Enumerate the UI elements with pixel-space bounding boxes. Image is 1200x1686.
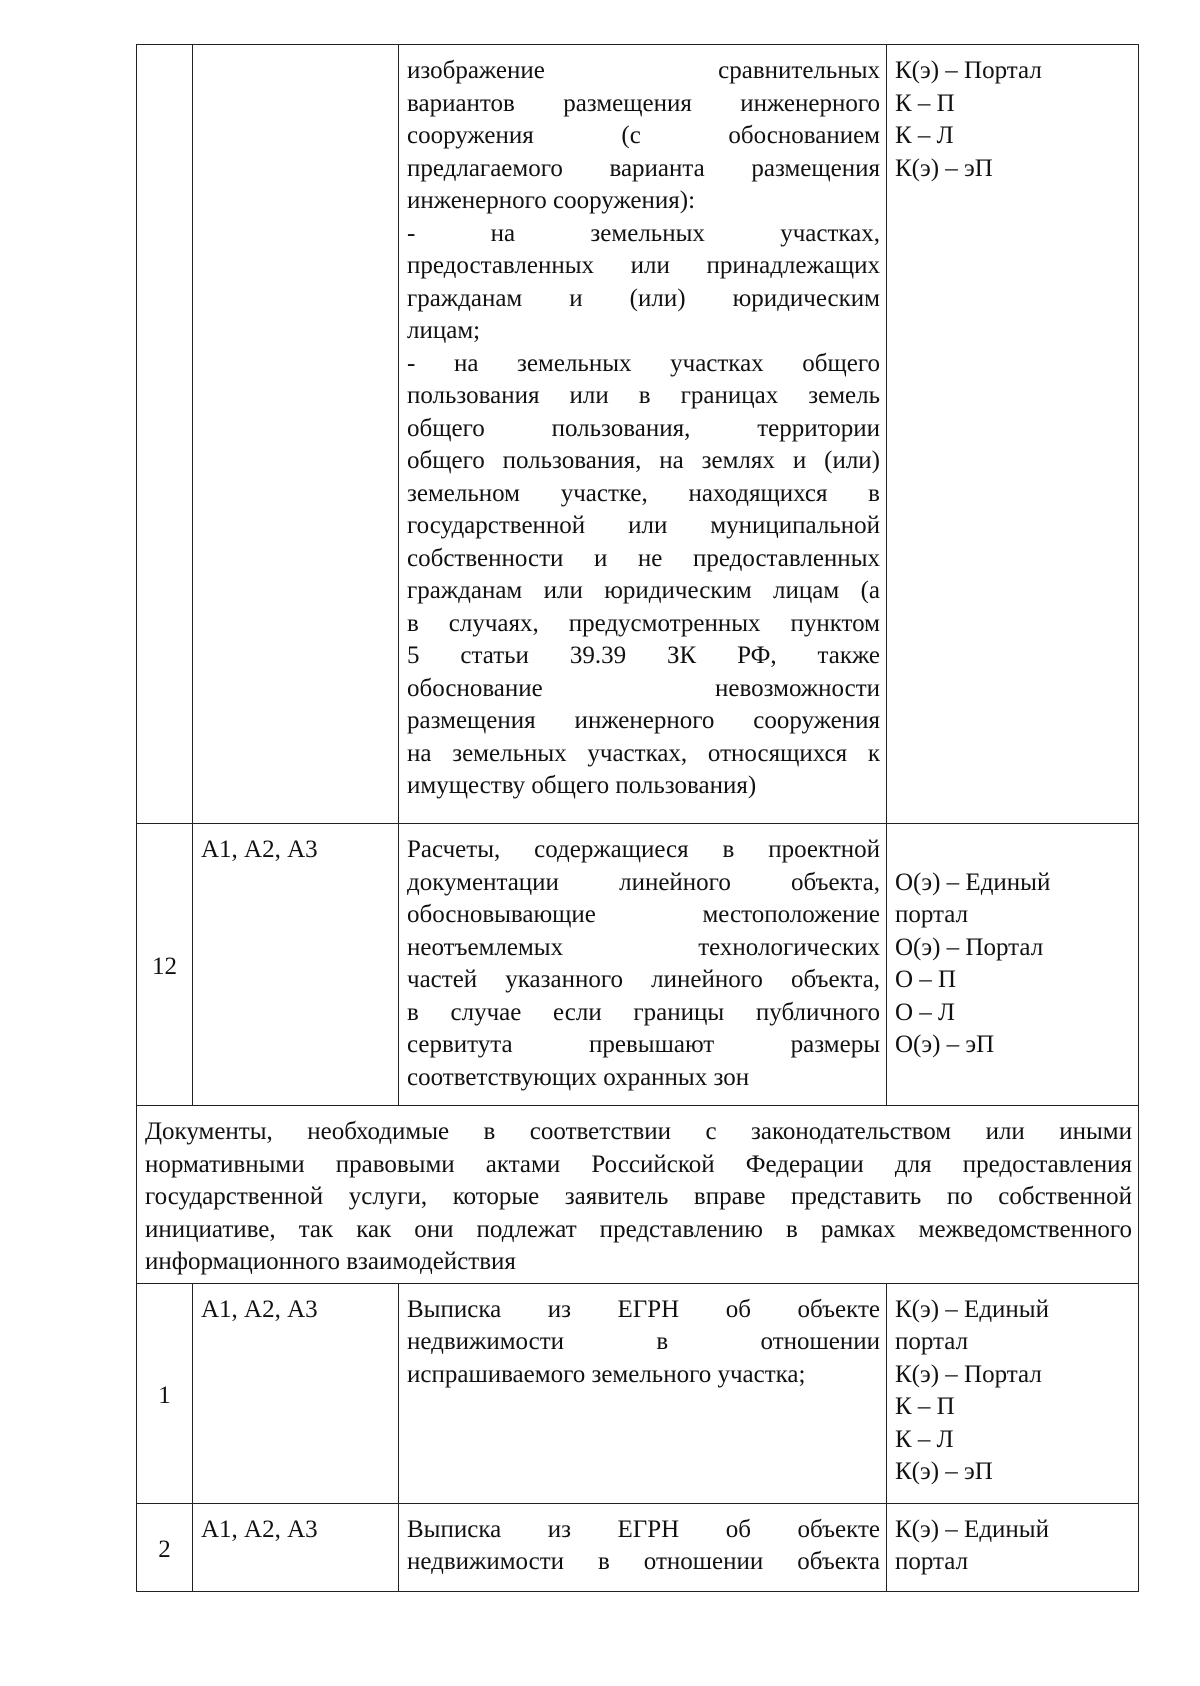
description-line: обосновывающие местоположение bbox=[407, 901, 880, 928]
submission-way: О – Л bbox=[895, 998, 956, 1026]
description-line: пользования или в границах земель bbox=[407, 382, 880, 409]
description-line: лицам; bbox=[407, 317, 481, 344]
table-row bbox=[137, 45, 1139, 824]
description-cell bbox=[399, 45, 887, 824]
description-line: инженерного сооружения): bbox=[407, 187, 696, 214]
description-line: общего пользования, на землях и (или) bbox=[407, 447, 880, 474]
description-line: неотъемлемых технологических bbox=[407, 933, 880, 961]
section-header-line: нормативными правовыми актами Российской Федерации для предоставления bbox=[145, 1150, 1132, 1178]
description-line: предлагаемого варианта размещения bbox=[407, 154, 880, 182]
section-header-line: государственной услуги, которые заявитель вправе представить по собственной bbox=[145, 1183, 1132, 1210]
description-line: собственности и не предоставленных bbox=[407, 544, 880, 572]
description-line: имуществу общего пользования) bbox=[407, 772, 757, 799]
description-line: - на земельных участках, bbox=[407, 219, 880, 247]
submission-way: К – Л bbox=[895, 1425, 954, 1453]
description-line: в случае если границы публичного bbox=[407, 998, 880, 1026]
description-line: вариантов размещения инженерного bbox=[407, 89, 880, 117]
description-line: гражданам или юридическим лицам (а bbox=[407, 577, 880, 604]
row-number-cell bbox=[137, 45, 193, 824]
description-line: недвижимости в отношении объекта bbox=[407, 1548, 880, 1575]
submission-ways-cell bbox=[887, 1503, 1139, 1591]
table-row bbox=[137, 1503, 1139, 1591]
table-row bbox=[137, 1283, 1139, 1503]
description-line: обоснование невозможности bbox=[407, 674, 880, 702]
description-line: гражданам и (или) юридическим bbox=[407, 284, 880, 312]
applicants-cell: А1, А2, А3 bbox=[193, 824, 399, 1106]
description-line: сервитута превышают размеры bbox=[407, 1031, 880, 1058]
submission-way: портал bbox=[895, 1548, 969, 1575]
applicants-cell: А1, А2, А3 bbox=[193, 1283, 399, 1503]
description-line: общего пользования, территории bbox=[407, 414, 880, 442]
description-line: размещения инженерного сооружения bbox=[407, 707, 880, 734]
description-line: соответствующих охранных зон bbox=[407, 1063, 750, 1091]
submission-way: К(э) – Портал bbox=[895, 57, 1042, 84]
submission-way: К – П bbox=[895, 89, 955, 117]
requirements-table bbox=[136, 44, 1139, 1592]
description-line: на земельных участках, относящихся к bbox=[407, 739, 880, 767]
submission-way: К – Л bbox=[895, 122, 954, 149]
description-line: государственной или муниципальной bbox=[407, 512, 880, 539]
applicants-cell bbox=[193, 45, 399, 824]
description-line: в случаях, предусмотренных пунктом bbox=[407, 609, 880, 637]
row-number-cell: 1 bbox=[137, 1283, 193, 1503]
section-header bbox=[137, 1106, 1139, 1284]
description-line: испрашиваемого земельного участка; bbox=[407, 1360, 806, 1388]
applicants-cell: А1, А2, А3 bbox=[193, 1503, 399, 1591]
submission-way: К(э) – эП bbox=[895, 154, 993, 182]
description-line: изображение сравнительных bbox=[407, 57, 880, 84]
description-line: частей указанного линейного объекта, bbox=[407, 966, 880, 993]
submission-ways-cell bbox=[887, 824, 1139, 1106]
submission-way: К(э) – Портал bbox=[895, 1360, 1042, 1388]
description-line: недвижимости в отношении bbox=[407, 1328, 880, 1355]
row-number-cell: 2 bbox=[137, 1503, 193, 1591]
description-cell bbox=[399, 824, 887, 1106]
description-line: документации линейного объекта, bbox=[407, 868, 880, 896]
description-cell bbox=[399, 1283, 887, 1503]
description-line: Расчеты, содержащиеся в проектной bbox=[407, 836, 880, 863]
submission-way: О(э) – Единый bbox=[895, 868, 1051, 896]
submission-ways-cell bbox=[887, 45, 1139, 824]
description-line: предоставленных или принадлежащих bbox=[407, 252, 880, 279]
section-header-line: инициативе, так как они подлежат представлению в рамках межведомственного bbox=[145, 1215, 1132, 1243]
row-number-cell: 12 bbox=[137, 824, 193, 1106]
submission-way: О(э) – Портал bbox=[895, 933, 1044, 961]
description-line: 5 статьи 39.39 ЗК РФ, также bbox=[407, 642, 880, 669]
description-line: Выписка из ЕГРН об объекте bbox=[407, 1515, 880, 1543]
description-line: земельном участке, находящихся в bbox=[407, 479, 880, 507]
submission-ways-cell bbox=[887, 1283, 1139, 1503]
submission-way: О(э) – эП bbox=[895, 1031, 995, 1058]
table-row bbox=[137, 824, 1139, 1106]
submission-way: К(э) – эП bbox=[895, 1458, 993, 1485]
description-line: - на земельных участках общего bbox=[407, 349, 880, 377]
section-header-row bbox=[137, 1106, 1139, 1284]
description-line: Выписка из ЕГРН об объекте bbox=[407, 1295, 880, 1323]
submission-way: К(э) – Единый bbox=[895, 1515, 1049, 1543]
section-header-line: Документы, необходимые в соответствии с законодательством или иными bbox=[145, 1118, 1132, 1145]
submission-way: К(э) – Единый bbox=[895, 1295, 1049, 1323]
submission-way: портал bbox=[895, 1328, 969, 1355]
submission-way: К – П bbox=[895, 1393, 955, 1420]
description-line: сооружения (с обоснованием bbox=[407, 122, 880, 149]
description-cell bbox=[399, 1503, 887, 1591]
section-header-line: информационного взаимодействия bbox=[145, 1248, 516, 1275]
submission-way: портал bbox=[895, 901, 969, 928]
submission-way: О – П bbox=[895, 966, 957, 993]
